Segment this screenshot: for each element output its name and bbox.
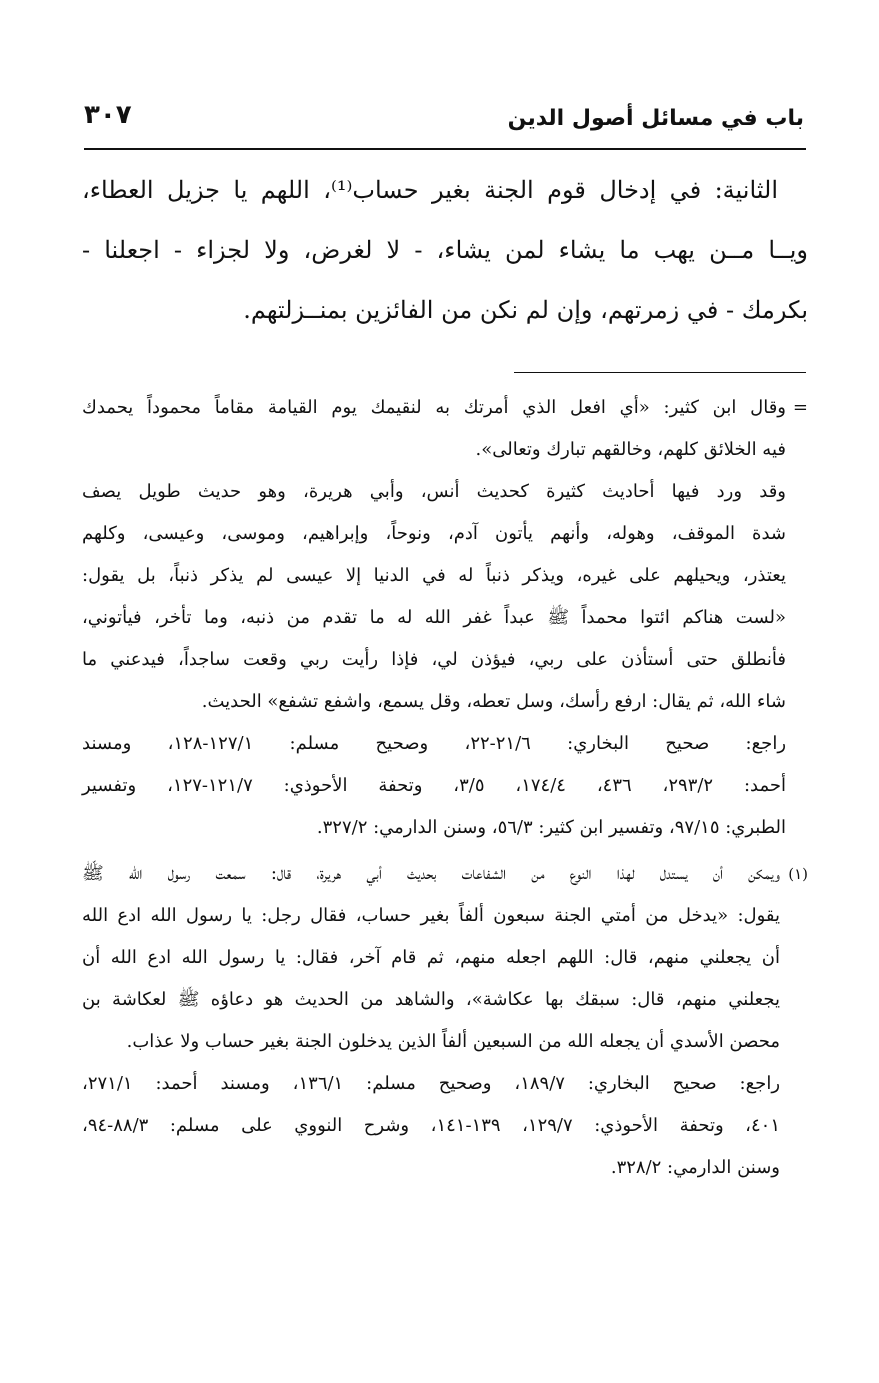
- footnote-line: وسنن الدارمي: ٣٢٨/٢.: [610, 1157, 780, 1178]
- main-text-line: الثانية: في إدخال قوم الجنة بغير حساب⁽¹⁾، اللهم يا جزيل العطاء،: [82, 176, 779, 204]
- footnote-line: يعتذر، ويحيلهم على غيره، ويذكر ذنباً له في الدنيا إلا عيسى لم يذكر ذنباً، بل يقول:: [82, 565, 786, 586]
- header-divider: [84, 148, 806, 150]
- footnote-line: شدة الموقف، وهوله، وأنهم يأتون آدم، ونوحاً، وإبراهيم، وموسى، وعيسى، وكلهم: [82, 523, 786, 544]
- main-text-line: ويــا مــن يهب ما يشاء لمن يشاء، - لا لغرض، ولا لجزاء - اجعلنا -: [82, 236, 808, 264]
- footnote-divider: [514, 372, 806, 373]
- footnote-line: شاء الله، ثم يقال: ارفع رأسك، وسل تعطه، وقل يسمع، واشفع تشفع» الحديث.: [201, 691, 786, 712]
- footnote-continuation-marker: =: [792, 397, 808, 418]
- footnote-continuation: [82, 387, 808, 849]
- footnote-line: أحمد: ٢٩٣/٢، ٤٣٦، ١٧٤/٤، ٣/٥، وتحفة الأحوذي: ١٢١/٧-١٢٧، وتفسير: [82, 775, 787, 796]
- footnote-line: وقال ابن كثير: «أي افعل الذي أمرتك به لنقيمك يوم القيامة مقاماً محموداً يحمدك: [82, 397, 786, 418]
- page-header: [84, 92, 804, 136]
- footnote-1: [82, 853, 808, 1189]
- footnote-line: ٤٠١، وتحفة الأحوذي: ١٢٩/٧، ١٣٩-١٤١، وشرح النووي على مسلم: ٨٨/٣-٩٤،: [82, 1115, 780, 1136]
- footnote-1-marker: (١): [788, 865, 808, 883]
- footnote-line: وقد ورد فيها أحاديث كثيرة كحديث أنس، وأبي هريرة، وهو حديث طويل يصف: [82, 481, 786, 502]
- footnote-line: ويمكن أن يستدل لهذا النوع من الشفاعات بحديث أبي هريرة، قال: سمعت رسول الله ﷺ: [82, 863, 780, 884]
- footnote-line: محصن الأسدي أن يجعله الله من السبعين ألفاً الذين يدخلون الجنة بغير حساب ولا عذاب.: [126, 1031, 780, 1052]
- footnote-line: فيه الخلائق كلهم، وخالقهم تبارك وتعالى».: [475, 439, 786, 460]
- footnote-line: الطبري: ٩٧/١٥، وتفسير ابن كثير: ٥٦/٣، وسنن الدارمي: ٣٢٧/٢.: [316, 817, 786, 838]
- footnote-line: يقول: «يدخل من أمتي الجنة سبعون ألفاً بغير حساب، فقال رجل: يا رسول الله ادع الله: [82, 905, 780, 926]
- footnote-line: راجع: صحيح البخاري: ٢١/٦-٢٢، وصحيح مسلم: ١٢٧/١-١٢٨، ومسند: [82, 733, 787, 754]
- main-text: [82, 160, 808, 340]
- main-text-line: بكرمك - في زمرتهم، وإن لم نكن من الفائزين بمنــزلتهم.: [243, 296, 808, 324]
- chapter-title: باب في مسائل أصول الدين: [507, 106, 804, 131]
- footnote-line: «لست هناكم ائتوا محمداً ﷺ عبداً غفر الله له ما تقدم من ذنبه، وما تأخر، فيأتوني،: [82, 607, 786, 628]
- footnote-line: فأنطلق حتى أستأذن على ربي، فيؤذن لي، فإذا رأيت ربي وقعت ساجداً، فيدعني ما: [82, 649, 786, 670]
- footnote-line: أن يجعلني منهم، قال: اللهم اجعله منهم، ثم قام آخر، فقال: يا رسول الله ادع الله أن: [82, 947, 780, 968]
- footnotes: [82, 387, 808, 1189]
- footnote-line: راجع: صحيح البخاري: ١٨٩/٧، وصحيح مسلم: ١٣٦/١، ومسند أحمد: ٢٧١/١،: [82, 1073, 781, 1094]
- footnote-line: يجعلني منهم، قال: سبقك بها عكاشة»، والشاهد من الحديث هو دعاؤه ﷺ لعكاشة بن: [82, 989, 780, 1010]
- page-number: ٣٠٧: [84, 100, 132, 130]
